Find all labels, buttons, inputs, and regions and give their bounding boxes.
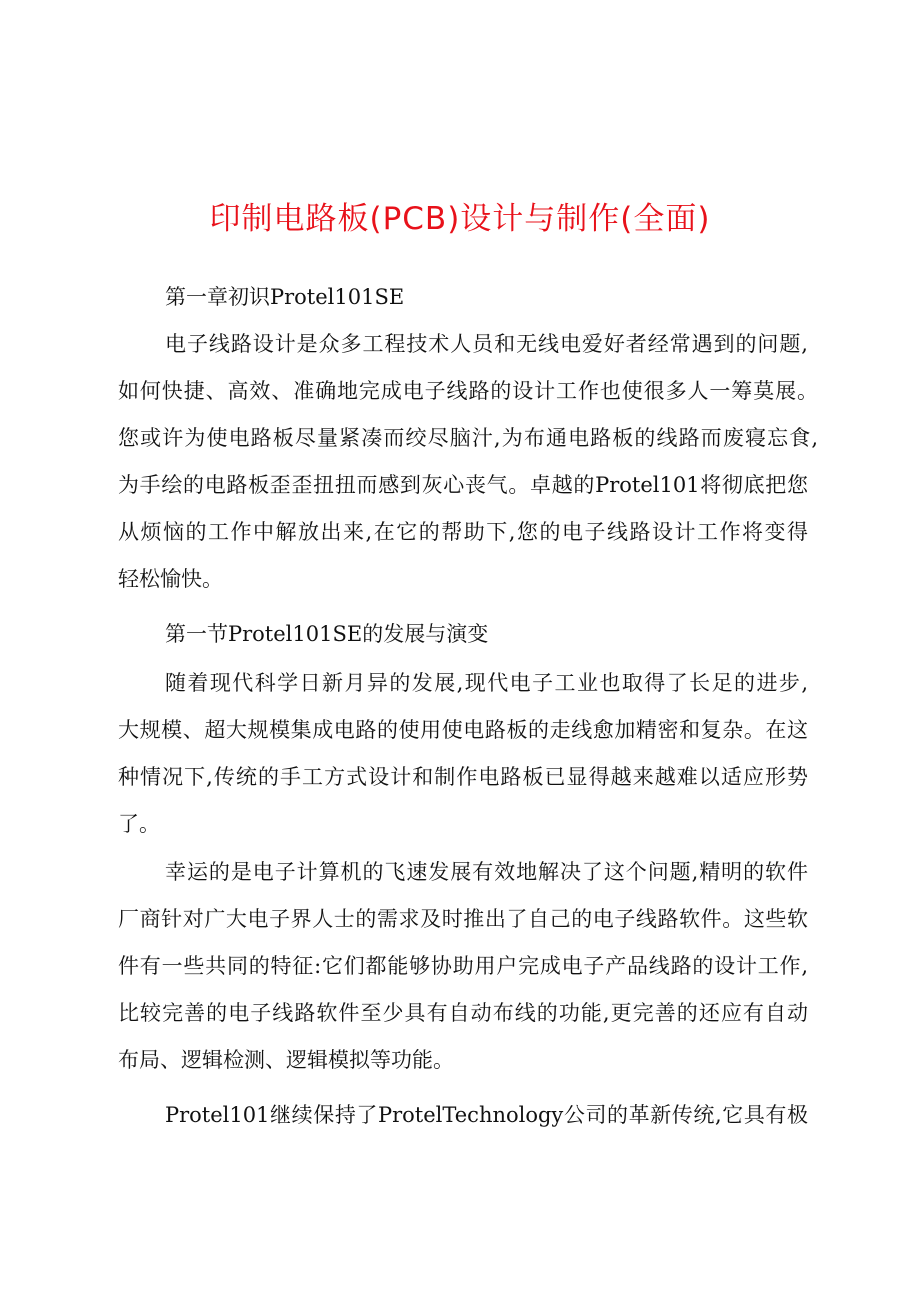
paragraph-line: 电子线路设计是众多工程技术人员和无线电爱好者经常遇到的问题, [165,332,808,356]
paragraph-line: 为手绘的电路板歪歪扭扭而感到灰心丧气。卓越的Protel101将彻底把您 [118,473,808,497]
paragraph-line: 随着现代科学日新月异的发展,现代电子工业也取得了长足的进步, [165,671,808,695]
document-title: 印制电路板(PCB)设计与制作(全面) [209,201,711,237]
paragraph-line: 您或许为使电路板尽量紧凑而绞尽脑汁,为布通电路板的线路而废寝忘食, [118,426,818,450]
paragraph-line: 件有一些共同的特征:它们都能够协助用户完成电子产品线路的设计工作, [118,954,808,978]
paragraph-line: 幸运的是电子计算机的飞速发展有效地解决了这个问题,精明的软件 [165,860,808,884]
paragraph-line: 如何快捷、高效、准确地完成电子线路的设计工作也使很多人一筹莫展。 [118,379,818,403]
paragraph-line: 了。 [118,812,160,836]
paragraph-line: Protel101继续保持了ProtelTechnology公司的革新传统,它具有极 [165,1103,808,1127]
paragraph-line: 比较完善的电子线路软件至少具有自动布线的功能,更完善的还应有自动 [118,1001,808,1025]
section-heading: 第一节Protel101SE的发展与演变 [165,622,489,646]
paragraph-line: 种情况下,传统的手工方式设计和制作电路板已显得越来越难以适应形势 [118,765,808,789]
paragraph-line: 大规模、超大规模集成电路的使用使电路板的走线愈加精密和复杂。在这 [118,718,808,742]
paragraph-line: 轻松愉快。 [118,567,223,591]
paragraph-line: 从烦恼的工作中解放出来,在它的帮助下,您的电子线路设计工作将变得 [118,520,808,544]
chapter-heading: 第一章初识Protel101SE [165,285,405,309]
paragraph-line: 布局、逻辑检测、逻辑模拟等功能。 [118,1048,454,1072]
paragraph-line: 厂商针对广大电子界人士的需求及时推出了自己的电子线路软件。这些软 [118,907,808,931]
